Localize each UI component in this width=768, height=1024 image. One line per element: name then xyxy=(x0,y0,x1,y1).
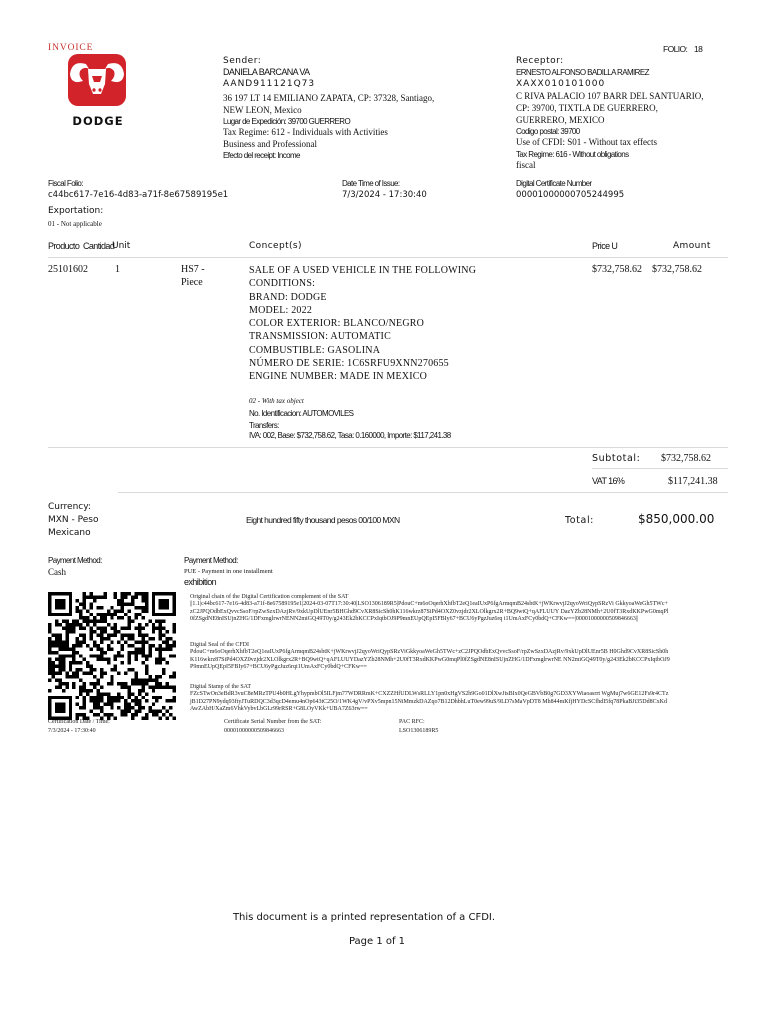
table-row xyxy=(0,0,768,450)
qr-code-icon xyxy=(48,592,176,720)
sender-label: Sender: xyxy=(223,56,262,66)
vat-value: $117,241.38 xyxy=(668,476,718,487)
currency-value-line1: MXN - Peso xyxy=(48,515,99,525)
receptor-name: ERNESTO ALFONSO BADILLA RAMIREZ xyxy=(516,68,649,77)
row-identification: No. Identificacion: AUTOMOVILES xyxy=(249,409,354,418)
sat-stamp-block xyxy=(190,684,670,713)
column-header-unit: Unit xyxy=(112,241,131,251)
row-price: $732,758.62 xyxy=(592,264,642,275)
row-tax-object: 02 - With tax object xyxy=(249,397,304,405)
fiscal-folio-value: c44bc617-7e16-4d83-a71f-8e67589195e1 xyxy=(48,190,229,200)
sat-serial-label: Certificate Serial Number from the SAT: xyxy=(224,719,322,725)
total-value: $850,000.00 xyxy=(638,512,715,526)
concept-line: COLOR EXTERIOR: BLANCO/NEGRO xyxy=(249,318,425,330)
payment-method2-value: PUE - Payment in one installment xyxy=(184,568,273,575)
brand-text: DODGE xyxy=(72,114,124,128)
row-quantity: 1 xyxy=(115,264,120,275)
folio-label: FOLIO: xyxy=(663,44,688,54)
pac-rfc-label: PAC RFC: xyxy=(399,719,425,725)
certificate-number-value: 00001000000705244995 xyxy=(516,190,625,200)
exportation-value: 01 - Not applicable xyxy=(48,220,102,228)
folio-value: 18 xyxy=(694,44,703,54)
totals-rule xyxy=(118,492,728,493)
currency-value-line2: Mexicano xyxy=(48,528,91,538)
issue-date-value: 7/3/2024 - 17:30:40 xyxy=(342,190,427,200)
sat-serial-value: 00001000000509846663 xyxy=(224,728,284,734)
row-concept xyxy=(249,264,579,384)
currency-label: Currency: xyxy=(48,502,91,512)
sender-place: Lugar de Expedición: 39700 GUERRERO xyxy=(223,117,351,126)
page-number: Page 1 of 1 xyxy=(348,936,406,947)
receptor-label: Receptor: xyxy=(516,56,564,66)
issue-date-label: Date Time of Issue: xyxy=(342,179,400,188)
table-row-rule xyxy=(48,447,728,448)
pac-rfc-value: LSO1306189R5 xyxy=(399,728,439,734)
subtotal-label: Subtotal: xyxy=(592,453,641,464)
vat-label: VAT 16% xyxy=(592,476,625,486)
cfdi-representation-note: This document is a printed representation of a CFDI. xyxy=(232,912,496,923)
subtotal-value: $732,758.62 xyxy=(661,453,711,464)
row-transfers-value: IVA: 002, Base: $732,758.62, Tasa: 0.160000, Importe: $117,241.38 xyxy=(249,431,451,440)
sender-rfc: AAND911121Q73 xyxy=(223,79,316,89)
receptor-fiscal: fiscal xyxy=(516,159,536,170)
receptor-cfdi-use: Use of CFDI: S01 - Without tax effects xyxy=(516,137,658,147)
sat-stamp-label: Digital Stamp of the SAT xyxy=(190,684,251,690)
concept-line: TRANSMISSION: AUTOMATIC xyxy=(249,331,391,343)
invoice-label: INVOICE xyxy=(48,43,94,53)
column-header-price: Price U xyxy=(592,241,618,251)
sender-effect: Efecto del receipt: Income xyxy=(223,151,300,160)
certification-date-value: 7/3/2024 - 17:30:40 xyxy=(48,728,96,734)
receptor-address-line3: GUERRERO, MEXICO xyxy=(516,115,605,125)
certificate-number-label: Digital Certificate Number xyxy=(516,179,592,188)
original-chain-value: ||1.1|c44bc617-7e16-4d83-a71f-8e67589195e1|2024-03-07T17:30:40|LSO1306189R5|PdouC+m6oOqerhXhfbT2eQ1eaIUxP6fgArmqmB24sbtK+jWKrwvjJ2qyoWriQypSRzVi GkkyoaWeGh5TWc+zC2JPQOdbExQvvcSsoF/rpZwSzxDAzjRv/9xkUpDlUEnr5BHGhd9CvXR8SicSh0hK116wkrz87SiPd4OXZ0vzjdr2XLOlkgrx2R+BQ9wtQ+qAFLUUY DazYZb28NMh+2U0fT3RxdKKPwG0mqPl0fZSgdNE8nISUjnZHG/1DFxmglrwrNENN2miGQ49T0y/g243Ek2bKCCPxIqtbOJ9P9mnEUpQEpI5FBIy67+BCU6yPgzJuz6rq i1UmAxFCy0bdQ+CFKw==|00001000000509846663|| xyxy=(190,601,669,622)
sender-tax-regime-line2: Business and Professional xyxy=(223,138,317,149)
fiscal-folio-label: Fiscal Folio: xyxy=(48,179,83,188)
row-amount: $732,758.62 xyxy=(652,264,702,275)
subtotal-rule xyxy=(592,468,728,469)
sat-stamp-value: FZcSTwOn3eBdR3vuC8eMRzTPU4b0HLgYhypmbOl5ILFjm77WDRRmK+CXZZHfUDLWsRLLY1pn0xHgVS2h9Go01DlXwJtsBIx0QeGBVbB0g7GD3XYWiaoasrrt WgMuj7w6GE12Fs9r4CTzjB1D27PN9ydq93ftyJTuRDQC3d3qcD4emu4nOp643tC25O/1WK4gV/vPXv5mpn15NiMmzkDAZqo7B12DhbhLuT0ew99uS/9LD7sMaVpDT8 Mh844mKfjHYDcSCfhdI5fq78PkaBJt35Dd8CxKdAwZAbH/XaZm6VhkVybvLbGLr99rRSR+G8LOyVKk+UBA7Z63rw== xyxy=(190,691,669,712)
row-product: 25101602 xyxy=(48,264,88,275)
digital-seal-label: Digital Seal of the CFDI xyxy=(190,642,249,648)
original-chain-block xyxy=(190,594,670,623)
sender-name: DANIELA BARCANA VA xyxy=(223,67,310,77)
sender-address-line1: 36 197 LT 14 EMILIANO ZAPATA, CP: 37328, Santiago, xyxy=(223,93,435,103)
certification-date-label: Certification Date / Time: xyxy=(48,719,110,725)
receptor-tax-regime: Tax Regime: 616 - Without obligations xyxy=(516,149,629,159)
receptor-postal: Codigo postal: 39700 xyxy=(516,127,580,136)
payment-method-label: Payment Method: xyxy=(48,556,102,565)
total-label: Total: xyxy=(565,515,594,526)
concept-line: SALE OF A USED VEHICLE IN THE FOLLOWING xyxy=(249,265,477,276)
original-chain-label: Original chain of the Digital Certification complement of the SAT xyxy=(190,594,349,600)
receptor-address-line1: C RIVA PALACIO 107 BARR DEL SANTUARIO, xyxy=(516,91,704,101)
exportation-label: Exportation: xyxy=(48,206,104,216)
column-header-amount: Amount xyxy=(673,241,711,251)
column-header-product: Producto xyxy=(48,241,80,251)
row-transfers-label: Transfers: xyxy=(249,421,279,430)
digital-seal-value: PdouC+m6oOqerhXhfbT2eQ1eaIUxP6fgArmqmB24sbtK+jWKrwvjJ2qyoWriQypSRzViGkkyoaWeGh5TWc+zC2JPQOdbExQvvcSsoF/rpZwSzxDAzjRv/9xkUpDlUEnr5B H0Ghd9CvXR8SicSh0hK116wkrz87SiPd4OXZ0vzjdr2XLOlkgrx2R+BQ9wtQ+qAFLUUYDazYZb28NMh+2U0fT3RxdKKPwG0mqPl0fZSgdNE8nISUjnZHG/1DFxmglrwrNE NN2miGQ49T0y/g243Ek2bKCCPxIqtbOJ9P9mnEUpQEpI5FBIy67+BCU6yPgzJuz6rqi1UmAxFCy0bdQ+CFKw== xyxy=(190,649,670,670)
concept-line: NÚMERO DE SERIE: 1C6SRFU9XNN270655 xyxy=(249,358,449,370)
payment-method-value: Cash xyxy=(48,567,66,577)
payment-exhibition: exhibition xyxy=(184,577,217,587)
concept-line: COMBUSTIBLE: GASOLINA xyxy=(249,344,381,356)
receptor-address-line2: CP: 39700, TIXTLA DE GUERRERO, xyxy=(516,103,658,113)
row-unit-line2: Piece xyxy=(181,277,203,288)
sender-tax-regime-line1: Tax Regime: 612 - Individuals with Activities xyxy=(223,127,388,137)
digital-seal-block xyxy=(190,642,670,671)
amount-in-words: Eight hundred fifty thousand pesos 00/100 MXN xyxy=(246,515,400,525)
receptor-rfc: XAXX010101000 xyxy=(516,79,606,89)
row-unit-line1: HS7 - xyxy=(181,264,205,275)
concept-line: BRAND: DODGE xyxy=(249,291,327,303)
column-header-quantity: Cantidad xyxy=(83,241,115,251)
concept-line: CONDITIONS: xyxy=(249,278,316,290)
concept-line: MODEL: 2022 xyxy=(249,304,313,316)
sender-address-line2: NEW LEON, Mexico xyxy=(223,104,302,115)
concept-line: ENGINE NUMBER: MADE IN MEXICO xyxy=(249,371,428,383)
column-header-concept: Concept(s) xyxy=(249,241,302,251)
payment-method2-label: Payment Method: xyxy=(184,556,238,565)
